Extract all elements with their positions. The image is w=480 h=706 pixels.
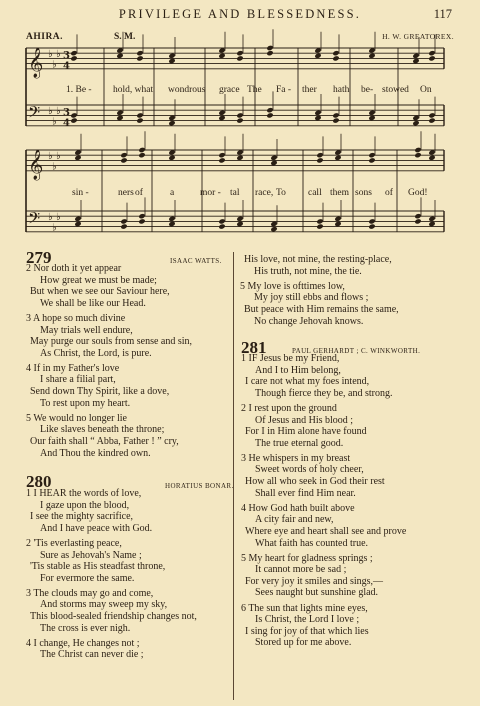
flat-icon: ♭ <box>52 59 57 71</box>
verse-line: Sees naught but sunshine glad. <box>255 587 379 599</box>
flat-icon: ♭ <box>56 151 61 163</box>
stanza-first-line: 2 Nor doth it yet appear <box>26 263 122 274</box>
note-head <box>266 45 273 51</box>
note-head <box>70 112 77 118</box>
verse-line: Sweet words of holy cheer, <box>255 464 364 476</box>
lyric-syllable: sin - <box>72 188 89 198</box>
note-head <box>70 117 77 123</box>
verse-line: My joy still ebbs and flows ; <box>254 292 369 304</box>
verse-line: I see the mighty sacrifice, <box>30 511 134 523</box>
note-head <box>136 117 143 123</box>
lyric-syllable: a <box>170 188 175 198</box>
note-head <box>218 223 225 229</box>
note-head <box>236 112 243 118</box>
note-head <box>136 50 143 56</box>
note-head <box>332 50 339 56</box>
note-head <box>368 157 375 163</box>
bass-clef-icon: 𝄢 <box>28 103 41 126</box>
lyric-syllable: stowed <box>382 85 409 95</box>
lyric-syllable: be- <box>361 85 374 95</box>
staff-lines <box>26 48 444 232</box>
page-number: 117 <box>433 7 452 21</box>
note-head <box>218 152 225 158</box>
lyric-syllable: ners <box>118 188 134 198</box>
stanza-first-line: 4 If in my Father's love <box>26 362 120 374</box>
verse-line: Our faith shall “ Abba, Father ! ” cry, <box>30 435 179 447</box>
flat-icon: ♭ <box>52 161 57 173</box>
note-head <box>138 147 145 153</box>
stanza-first-line: 6 The sun that lights mine eyes, <box>241 602 368 614</box>
verse-line: The cross is ever nigh. <box>40 622 131 634</box>
note-head <box>414 152 421 158</box>
verse-line: His love, not mine, the resting-place, <box>244 254 392 265</box>
time-signature: 3 <box>63 50 70 62</box>
lyric-syllable: grace <box>219 85 240 95</box>
note-head <box>70 55 77 61</box>
note-head <box>138 218 145 224</box>
note-head <box>266 107 273 113</box>
lyric-line-2 <box>0 188 480 200</box>
lyric-syllable: ther <box>302 85 317 95</box>
lyric-syllable: Fa - <box>276 85 292 95</box>
verse-line: Is Christ, the Lord I love ; <box>255 614 360 626</box>
hymn-number-281: 281 <box>241 338 267 357</box>
note-head <box>428 50 435 56</box>
verse-line: How all who seek in God their rest <box>245 476 385 487</box>
verse-line: And Thou the kindred own. <box>40 447 151 459</box>
note-head <box>120 157 127 163</box>
tune-name: AHIRA. <box>26 32 64 42</box>
verse-line: May trials well endure, <box>40 324 133 336</box>
tune-meter: S. M. <box>114 32 136 42</box>
flat-icon: ♭ <box>52 116 57 128</box>
music-score <box>0 0 480 250</box>
note-head <box>236 117 243 123</box>
lyric-syllable: hold, what <box>113 85 154 95</box>
stanza-first-line: 3 A hope so much divine <box>26 312 126 324</box>
verse-line: Shall ever find Him near. <box>255 487 356 499</box>
note-head <box>414 147 421 153</box>
note-head <box>136 55 143 61</box>
note-head <box>368 223 375 229</box>
note-head <box>316 157 323 163</box>
column-divider <box>233 252 234 700</box>
verse-line: As Christ, the Lord, is pure. <box>40 347 152 359</box>
note-head <box>138 213 145 219</box>
time-signature: 3 <box>63 107 70 119</box>
stanza-first-line: 5 We would no longer lie <box>26 412 127 424</box>
verse-line: For I in Him alone have found <box>245 426 367 438</box>
note-head <box>428 117 435 123</box>
stanza-first-line: 3 The clouds may go and come, <box>26 587 154 599</box>
clef-symbols <box>28 47 70 234</box>
verse-line: Like slaves beneath the throne; <box>40 424 165 436</box>
verse-line: The true eternal good. <box>255 437 344 449</box>
flat-icon: ♭ <box>52 222 57 234</box>
note-head <box>236 50 243 56</box>
verse-line: Send down Thy Spirit, like a dove, <box>30 386 170 397</box>
note-head <box>316 218 323 224</box>
flat-icon: ♭ <box>56 212 61 224</box>
flat-icon: ♭ <box>48 49 53 61</box>
hymn-number-280: 280 <box>26 472 52 491</box>
verse-line: It cannot more be sad ; <box>255 564 347 576</box>
stanza-first-line: 5 My heart for gladness springs ; <box>241 552 373 564</box>
lyric-syllable: wondrous <box>168 85 206 95</box>
verse-line: I share a filial part, <box>40 374 116 386</box>
time-signature: 4 <box>63 117 70 129</box>
lyric-syllable: hath <box>333 85 350 95</box>
verse-line: But peace with Him remains the same, <box>244 303 399 315</box>
lyric-syllable: To <box>276 188 286 198</box>
flat-icon: ♭ <box>56 106 61 118</box>
verse-line: To rest upon my heart. <box>40 397 131 409</box>
verse-line: May purge our souls from sense and sin, <box>30 336 193 348</box>
note-head <box>332 117 339 123</box>
lyric-syllable: The <box>247 85 262 95</box>
stanza-first-line: 5 My love is ofttimes low, <box>240 280 345 292</box>
verse-line: Of Jesus and His blood ; <box>255 414 354 426</box>
note-head <box>332 112 339 118</box>
note-head <box>368 218 375 224</box>
lyric-syllable: God! <box>408 188 428 198</box>
note-head <box>368 152 375 158</box>
lyric-syllable: mor - <box>200 188 221 198</box>
verse-line: And storms may sweep my sky, <box>40 599 168 611</box>
note-head <box>316 223 323 229</box>
note-head <box>414 218 421 224</box>
verse-line: This blood-sealed friendship changes not, <box>30 611 197 622</box>
flat-icon: ♭ <box>48 106 53 118</box>
lyric-syllable: On <box>420 85 432 95</box>
verse-line: I gaze upon the blood, <box>40 499 130 511</box>
stanza-first-line: 4 How God hath built above <box>241 502 355 514</box>
note-head <box>136 112 143 118</box>
tune-composer: H. W. GREATOREX. <box>382 32 454 41</box>
note-head <box>70 50 77 56</box>
verse-line: 'Tis stable as His steadfast throne, <box>30 561 166 573</box>
hymn-number-279: 279 <box>26 248 52 267</box>
verse-line: I sing for joy of that which lies <box>245 625 369 637</box>
flat-icon: ♭ <box>48 212 53 224</box>
lyric-syllable: 1. Be - <box>66 85 92 95</box>
stanza-first-line: 1 I HEAR the words of love, <box>26 488 142 499</box>
stanza-first-line: 2 I rest upon the ground <box>241 402 337 414</box>
verse-line: No change Jehovah knows. <box>254 315 364 327</box>
note-head <box>316 152 323 158</box>
flat-icon: ♭ <box>48 151 53 163</box>
verse-line: And I have peace with God. <box>40 522 153 534</box>
lyric-syllable: race, <box>255 188 274 198</box>
lyric-syllable: them <box>330 188 349 198</box>
page-title: PRIVILEGE AND BLESSEDNESS. <box>118 7 362 21</box>
lyric-syllable: of <box>385 188 393 198</box>
verse-line: What faith has counted true. <box>255 537 369 549</box>
note-head <box>414 213 421 219</box>
verse-line: I care not what my foes intend, <box>245 376 370 388</box>
note-head <box>428 55 435 61</box>
verse-line: And I to Him belong, <box>255 364 341 376</box>
verse-line: We shall be like our Head. <box>40 297 146 309</box>
verse-line: The Christ can never die ; <box>40 649 144 661</box>
lyric-syllable: tal <box>230 188 240 198</box>
verse-line: Sure as Jehovah's Name ; <box>40 549 142 561</box>
lyric-syllable: call <box>308 188 322 198</box>
note-head <box>120 218 127 224</box>
stanza-first-line: 2 'Tis everlasting peace, <box>26 537 122 549</box>
stanza-first-line: 4 I change, He changes not ; <box>26 637 140 649</box>
verse-line: Where eye and heart shall see and prove <box>245 525 407 537</box>
verse-line: For very joy it smiles and sings,— <box>245 575 384 587</box>
verse-line: His truth, not mine, the tie. <box>254 265 362 277</box>
note-head <box>266 112 273 118</box>
note-head <box>236 55 243 61</box>
lyric-syllable: of <box>135 188 143 198</box>
verse-line: Though fierce they be, and strong. <box>255 387 393 399</box>
verse-line: But when we see our Saviour here, <box>30 286 170 298</box>
verse-line: Stored up for me above. <box>255 637 352 649</box>
lyric-syllable: sons <box>355 188 372 198</box>
note-head <box>332 55 339 61</box>
verse-line: For evermore the same. <box>40 572 135 584</box>
time-signature: 4 <box>63 60 70 72</box>
flat-icon: ♭ <box>56 49 61 61</box>
note-head <box>428 112 435 118</box>
treble-clef-icon: 𝄞 <box>28 47 44 78</box>
note-head <box>266 50 273 56</box>
note-head <box>138 152 145 158</box>
hymn-author-279: ISAAC WATTS. <box>170 257 222 265</box>
note-head <box>218 218 225 224</box>
bass-clef-icon: 𝄢 <box>28 209 41 232</box>
hymn-author-280: HORATIUS BONAR. <box>165 482 234 490</box>
note-head <box>218 157 225 163</box>
verse-line: How great we must be made; <box>40 274 157 286</box>
treble-clef-icon: 𝄞 <box>28 149 44 180</box>
lyric-line-1 <box>0 85 480 97</box>
stanza-first-line: 3 He whispers in my breast <box>241 452 351 464</box>
hymn-author-281: PAUL GERHARDT ; C. WINKWORTH. <box>292 347 421 355</box>
verse-line: A city fair and new, <box>255 514 334 526</box>
note-head <box>120 152 127 158</box>
note-head <box>120 223 127 229</box>
stanza-first-line: 1 IF Jesus be my Friend, <box>241 353 340 364</box>
